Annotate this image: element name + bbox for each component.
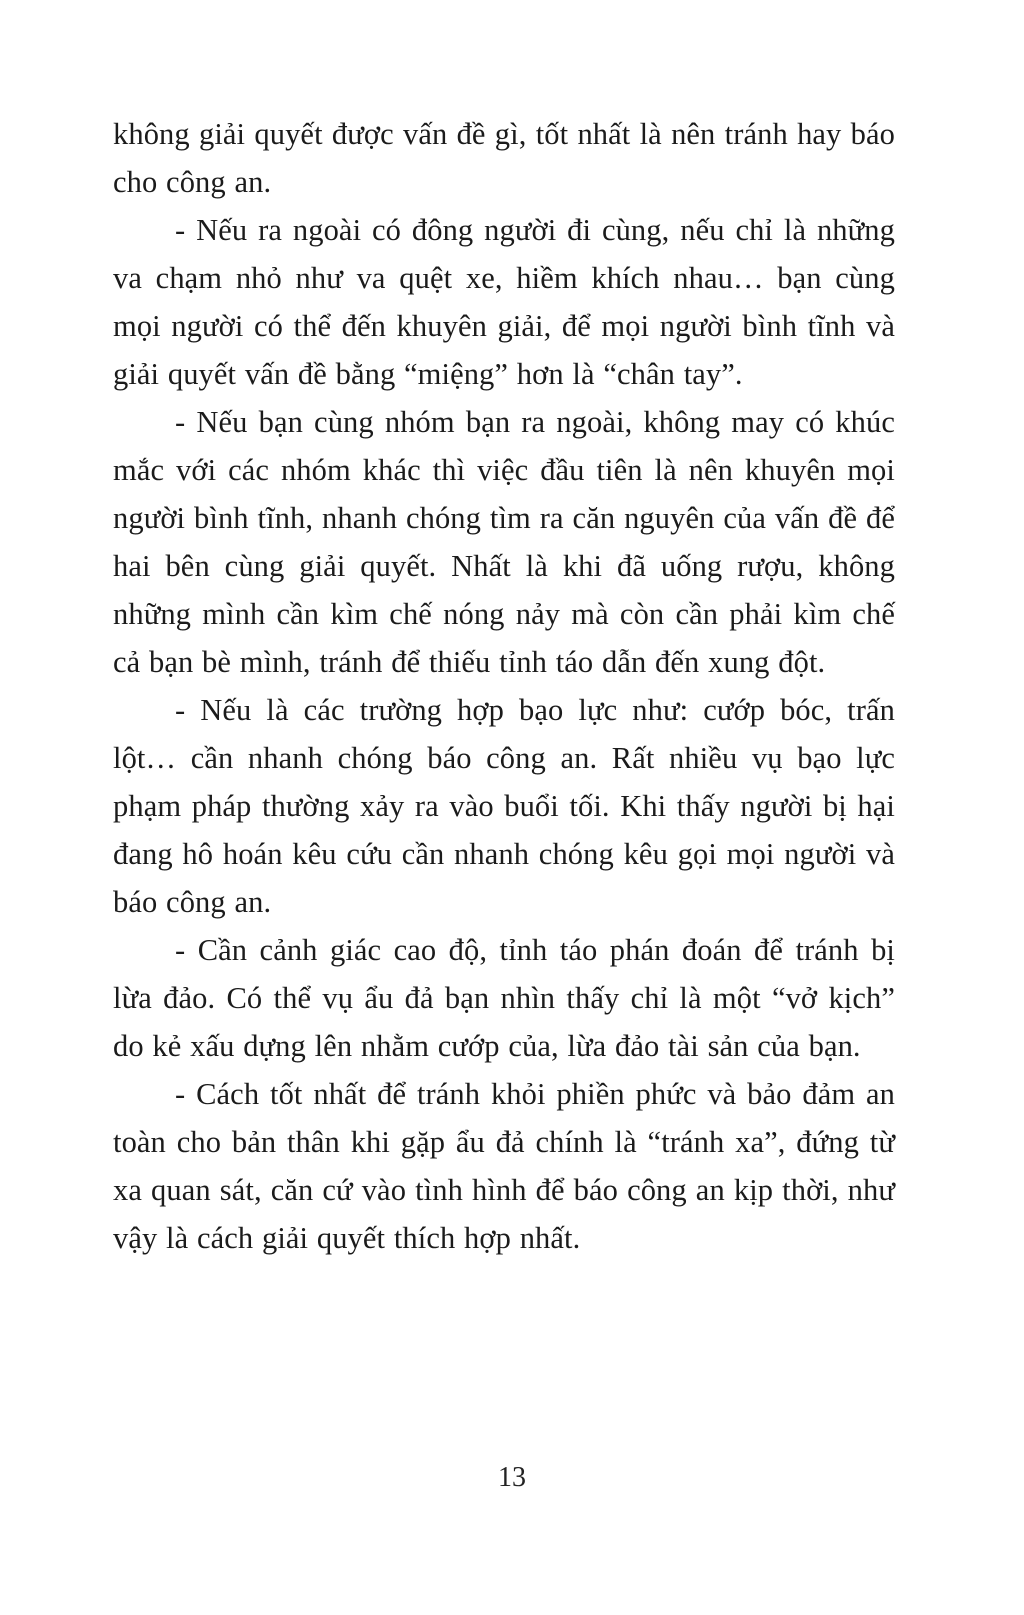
- paragraph: - Nếu là các trường hợp bạo lực như: cướp bóc, trấn lột… cần nhanh chóng báo công an. Rất nhiều vụ bạo lực phạm pháp thường xảy ra vào buổi tối. Khi thấy người bị hại đang hô hoán kêu cứu cần nhanh chóng kêu gọi mọi người và báo công an.: [113, 693, 895, 919]
- paragraph: - Cần cảnh giác cao độ, tỉnh táo phán đoán để tránh bị lừa đảo. Có thể vụ ẩu đả bạn nhìn thấy chỉ là một “vở kịch” do kẻ xấu dựng lên nhằm cướp của, lừa đảo tài sản của bạn.: [113, 933, 895, 1063]
- body-text: [113, 110, 895, 1262]
- paragraph: - Cách tốt nhất để tránh khỏi phiền phức và bảo đảm an toàn cho bản thân khi gặp ẩu đả chính là “tránh xa”, đứng từ xa quan sát, căn cứ vào tình hình để báo công an kịp thời, như vậy là cách giải quyết thích hợp nhất.: [113, 1077, 895, 1255]
- paragraph: - Nếu bạn cùng nhóm bạn ra ngoài, không may có khúc mắc với các nhóm khác thì việc đầu tiên là nên khuyên mọi người bình tĩnh, nhanh chóng tìm ra căn nguyên của vấn đề để hai bên cùng giải quyết. Nhất là khi đã uống rượu, không những mình cần kìm chế nóng nảy mà còn cần phải kìm chế cả bạn bè mình, tránh để thiếu tỉnh táo dẫn đến xung đột.: [113, 405, 895, 679]
- paragraph-continuation: không giải quyết được vấn đề gì, tốt nhất là nên tránh hay báo cho công an.: [113, 117, 895, 199]
- page-number: 13: [498, 1462, 526, 1493]
- paragraph: - Nếu ra ngoài có đông người đi cùng, nếu chỉ là những va chạm nhỏ như va quệt xe, hiềm khích nhau… bạn cùng mọi người có thể đến khuyên giải, để mọi người bình tĩnh và giải quyết vấn đề bằng “miệng” hơn là “chân tay”.: [113, 213, 895, 391]
